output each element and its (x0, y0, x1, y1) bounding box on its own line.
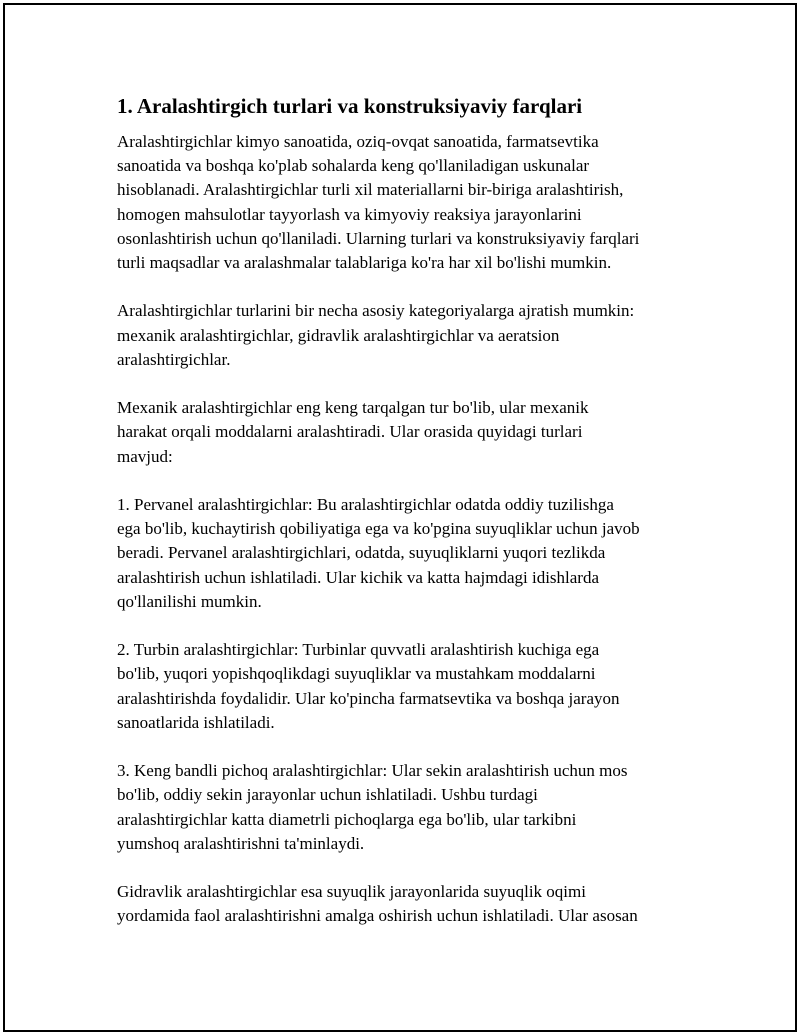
paragraph-mechanical (117, 396, 697, 469)
text-line: qo'llanilishi mumkin. (117, 591, 262, 611)
text-line: bo'lib, oddiy sekin jarayonlar uchun ishlatiladi. Ushbu turdagi (117, 785, 538, 805)
text-line: bo'lib, yuqori yopishqoqlikdagi suyuqliklar va mustahkam moddalarni (117, 664, 596, 684)
text-line: aralashtirish uchun ishlatiladi. Ular kichik va katta hajmdagi idishlarda (117, 567, 600, 587)
text-line: 3. Keng bandli pichoq aralashtirgichlar: Ular sekin aralashtirish uchun mos (117, 761, 628, 781)
text-line: 1. Pervanel aralashtirgichlar: Bu aralashtirgichlar odatda oddiy tuzilishga (117, 495, 614, 514)
paragraph-categories (117, 299, 697, 372)
text-line: ega bo'lib, kuchaytirish qobiliyatiga ega va ko'pgina suyuqliklar uchun javob (117, 519, 640, 539)
text-line: homogen mahsulotlar tayyorlash va kimyoviy reaksiya jarayonlarini (117, 204, 582, 224)
text-line: 2. Turbin aralashtirgichlar: Turbinlar quvvatli aralashtirish kuchiga ega (117, 640, 600, 660)
text-line: hisoblanadi. Aralashtirgichlar turli xil materiallarni bir-biriga aralashtirish, (117, 180, 624, 200)
text-line: turli maqsadlar va aralashmalar talablariga ko'ra har xil bo'lishi mumkin. (117, 253, 612, 273)
text-line: osonlashtirish uchun qo'llaniladi. Ularning turlari va konstruksiyaviy farqlari (117, 228, 640, 248)
text-line: aralashtirgichlar. (117, 349, 231, 369)
paragraph-wide-blade (117, 759, 697, 856)
document-body (117, 94, 697, 953)
text-line: yordamida faol aralashtirishni amalga oshirish uchun ishlatiladi. Ular asosan (117, 906, 638, 926)
text-line: aralashtirishda foydalidir. Ular ko'pincha farmatsevtika va boshqa jarayon (117, 688, 620, 708)
text-line: Mexanik aralashtirgichlar eng keng tarqalgan tur bo'lib, ular mexanik (117, 398, 589, 418)
text-line: sanoatida va boshqa ko'plab sohalarda keng qo'llaniladigan uskunalar (117, 156, 590, 176)
text-line: beradi. Pervanel aralashtirgichlari, odatda, suyuqliklarni yuqori tezlikda (117, 543, 606, 563)
text-line: mavjud: (117, 446, 173, 466)
text-line: mexanik aralashtirgichlar, gidravlik aralashtirgichlar va aeratsion (117, 325, 560, 345)
text-line: Gidravlik aralashtirgichlar esa suyuqlik jarayonlarida suyuqlik oqimi (117, 882, 586, 902)
text-line: Aralashtirgichlar kimyo sanoatida, oziq-ovqat sanoatida, farmatsevtika (117, 132, 599, 151)
text-line: aralashtirgichlar katta diametrli pichoqlarga ega bo'lib, ular tarkibni (117, 809, 577, 829)
paragraph-hydraulic (117, 880, 697, 928)
text-line: harakat orqali moddalarni aralashtiradi. Ular orasida quyidagi turlari (117, 422, 583, 442)
text-line: Aralashtirgichlar turlarini bir necha asosiy kategoriyalarga ajratish mumkin: (117, 301, 635, 321)
text-line: sanoatlarida ishlatiladi. (117, 712, 275, 732)
paragraph-propeller (117, 493, 697, 614)
text-line: yumshoq aralashtirishni ta'minlaydi. (117, 833, 365, 853)
paragraph-intro (117, 130, 697, 275)
paragraph-turbine (117, 638, 697, 735)
section-heading: 1. Aralashtirgich turlari va konstruksiyaviy farqlari (117, 94, 583, 118)
